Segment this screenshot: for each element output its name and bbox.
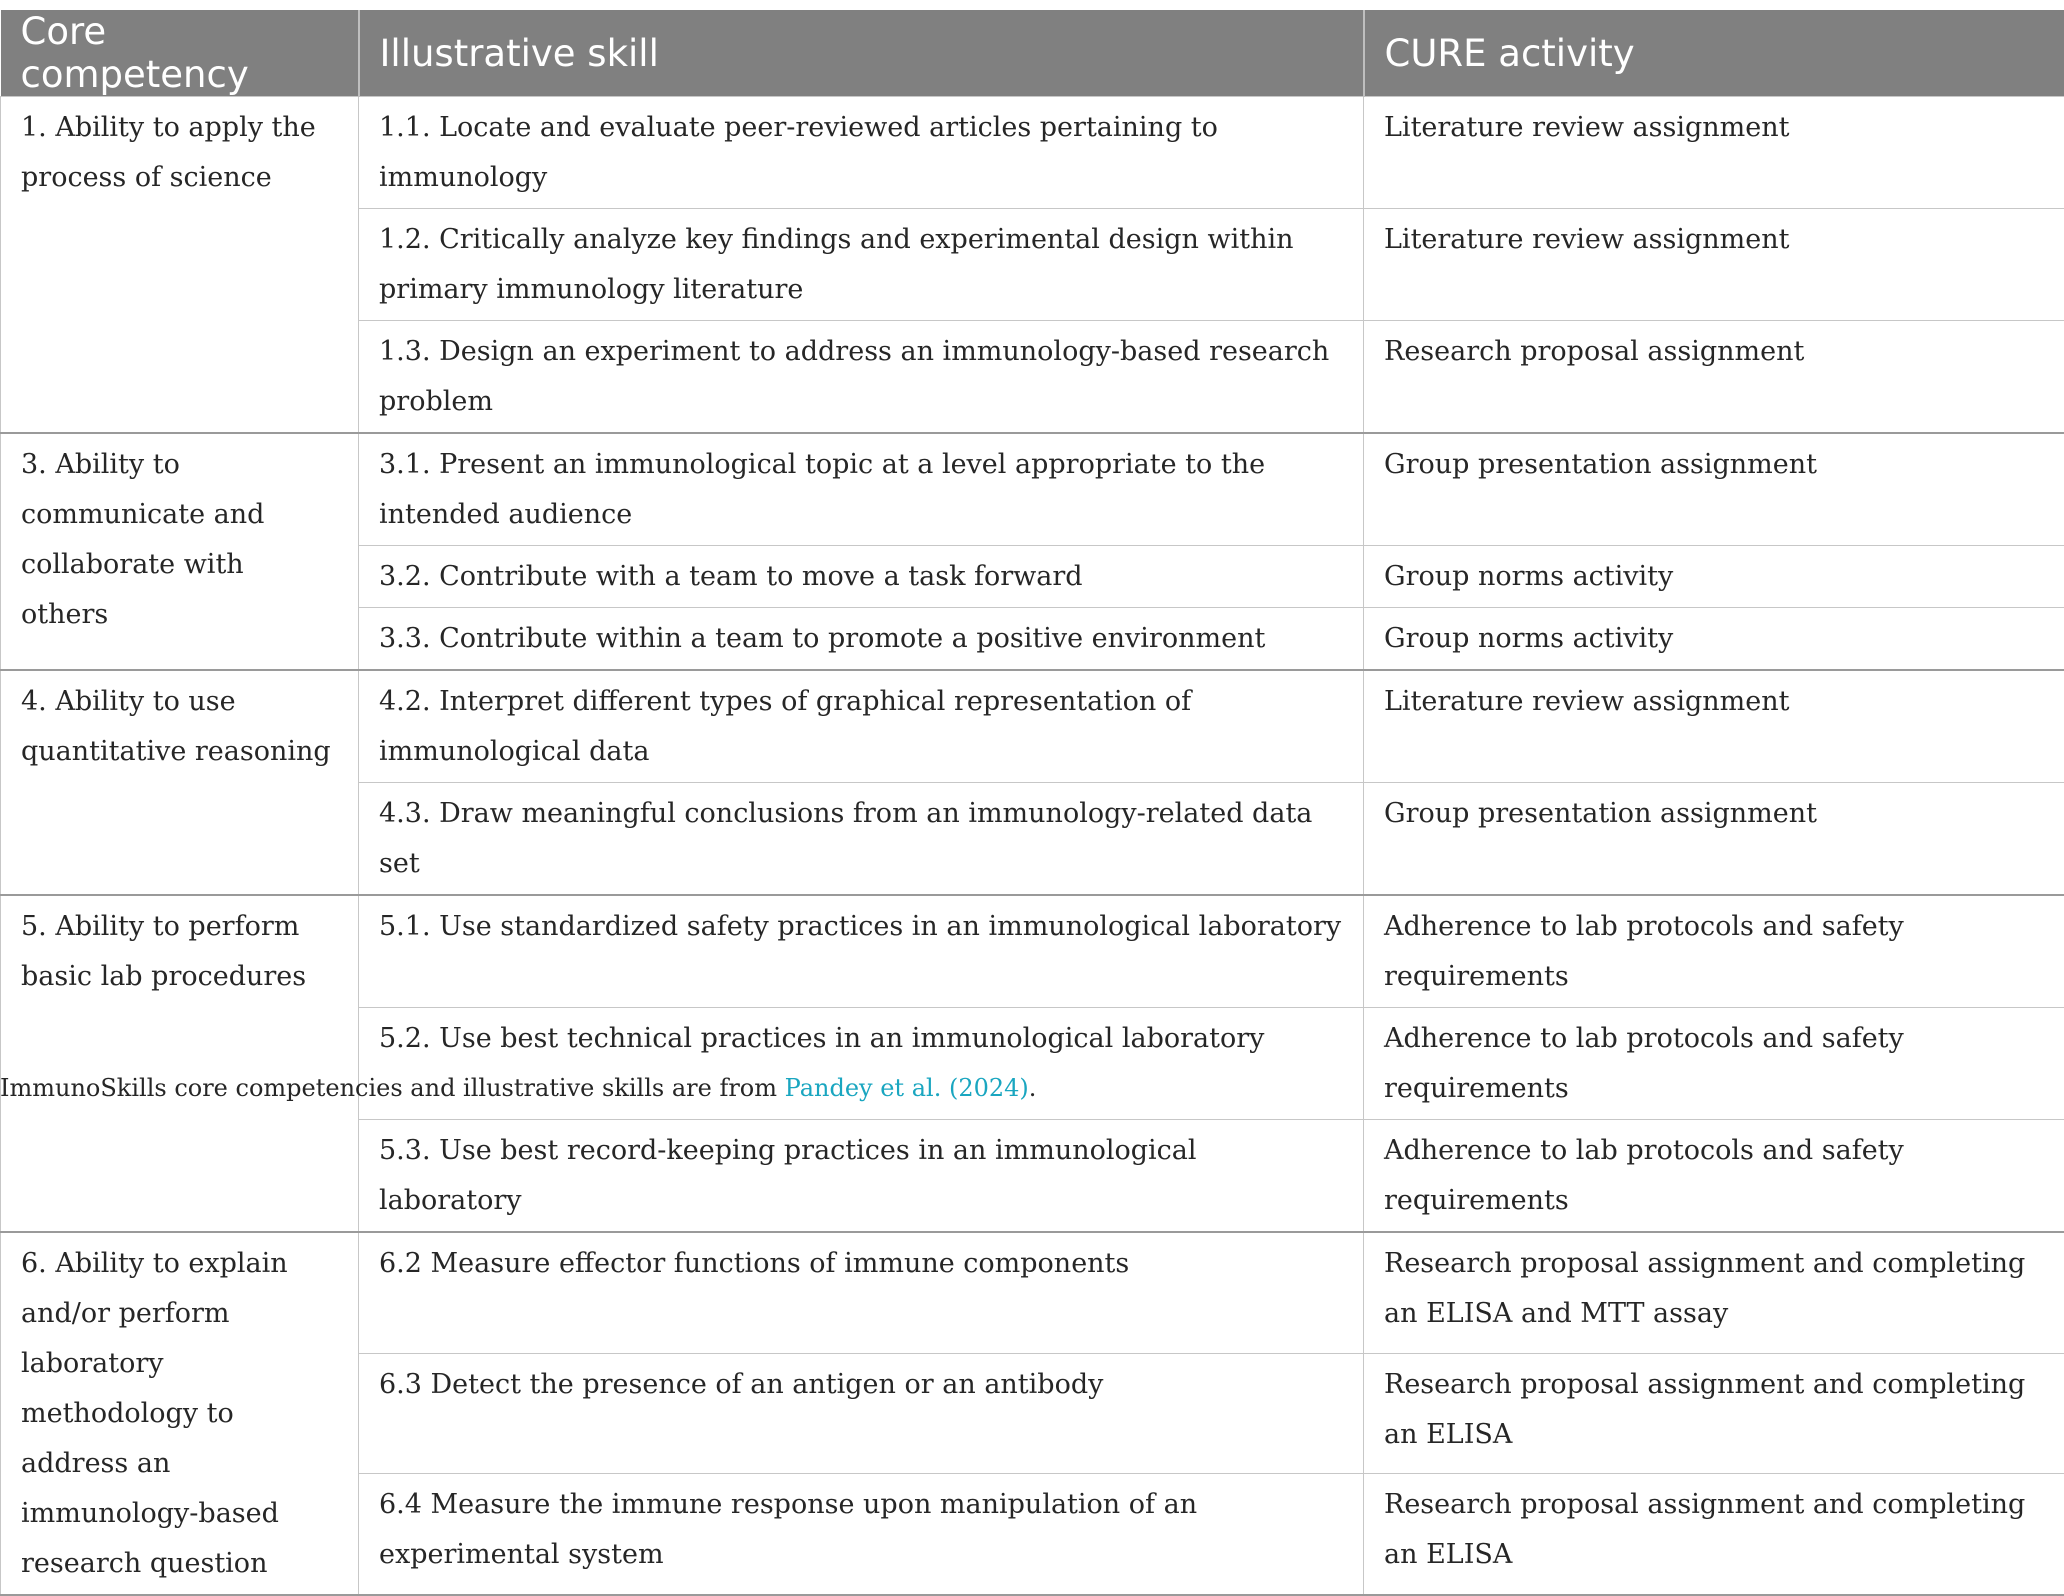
footnote-suffix: . [1029,1074,1037,1102]
footnote-text: ImmunoSkills core competencies and illustrative skills are from [0,1074,785,1102]
activity-cell: Group norms activity [1364,608,2064,671]
activity-cell: Adherence to lab protocols and safety requirements [1364,1120,2064,1233]
header-cure-activity: CURE activity [1364,10,2064,97]
table-row [1,97,2064,209]
skill-cell: 1.2. Critically analyze key findings and experimental design within primary immunology literature [359,209,1364,321]
skill-cell: 6.2 Measure effector functions of immune components [359,1232,1364,1353]
skill-cell: 6.3 Detect the presence of an antigen or an antibody [359,1353,1364,1474]
competency-table-container [0,10,2064,1596]
table-body [1,97,2064,1596]
competency-cell: 3. Ability to communicate and collaborate with others [1,433,359,670]
activity-cell: Literature review assignment [1364,209,2064,321]
activity-cell: Research proposal assignment and completing an ELISA and MTT assay [1364,1232,2064,1353]
skill-cell: 4.2. Interpret different types of graphical representation of immunological data [359,670,1364,783]
activity-cell: Group presentation assignment [1364,783,2064,896]
skill-cell: 1.3. Design an experiment to address an immunology-based research problem [359,321,1364,434]
activity-cell: Research proposal assignment [1364,321,2064,434]
activity-cell: Group presentation assignment [1364,433,2064,546]
skill-cell: 5.2. Use best technical practices in an immunological laboratory [359,1008,1364,1120]
activity-cell: Group norms activity [1364,546,2064,608]
activity-cell: Research proposal assignment and completing an ELISA [1364,1353,2064,1474]
skill-cell: 1.1. Locate and evaluate peer-reviewed articles pertaining to immunology [359,97,1364,209]
table-row [1,433,2064,546]
skill-cell: 3.2. Contribute with a team to move a task forward [359,546,1364,608]
header-illustrative-skill: Illustrative skill [359,10,1364,97]
competency-cell: 5. Ability to perform basic lab procedures [1,895,359,1232]
skill-cell: 6.4 Measure the immune response upon manipulation of an experimental system [359,1474,1364,1595]
activity-cell: Adherence to lab protocols and safety requirements [1364,1008,2064,1120]
skill-cell: 3.1. Present an immunological topic at a level appropriate to the intended audience [359,433,1364,546]
table-row [1,670,2064,783]
activity-cell: Adherence to lab protocols and safety requirements [1364,895,2064,1008]
skill-cell: 5.1. Use standardized safety practices in an immunological laboratory [359,895,1364,1008]
skill-cell: 5.3. Use best record-keeping practices in an immunological laboratory [359,1120,1364,1233]
activity-cell: Literature review assignment [1364,670,2064,783]
competency-table [0,10,2064,1596]
header-core-competency: Core competency [1,10,359,97]
skill-cell: 3.3. Contribute within a team to promote a positive environment [359,608,1364,671]
table-row [1,1232,2064,1353]
table-footnote [0,1074,1036,1102]
reference-link[interactable]: Pandey et al. (2024) [785,1074,1029,1102]
competency-cell: 4. Ability to use quantitative reasoning [1,670,359,895]
skill-cell: 4.3. Draw meaningful conclusions from an immunology-related data set [359,783,1364,896]
competency-cell: 1. Ability to apply the process of science [1,97,359,434]
activity-cell: Research proposal assignment and completing an ELISA [1364,1474,2064,1595]
table-header-row [1,10,2064,97]
competency-cell: 6. Ability to explain and/or perform laboratory methodology to address an immunology-based research question [1,1232,359,1595]
activity-cell: Literature review assignment [1364,97,2064,209]
table-row [1,895,2064,1008]
